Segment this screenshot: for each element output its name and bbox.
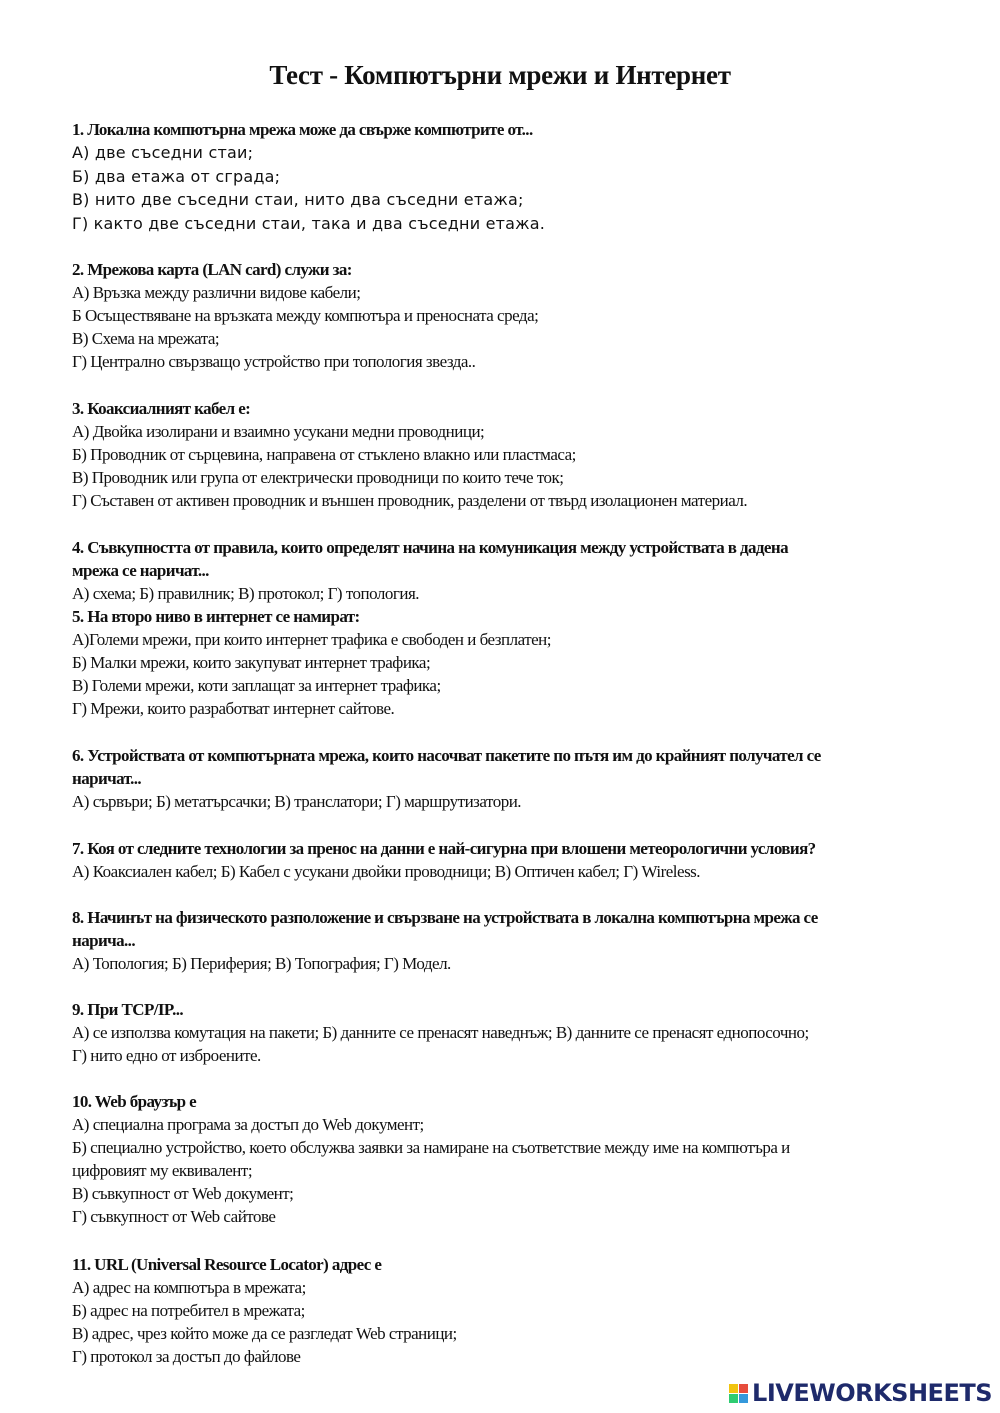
answer-option: А) сървъри; Б) метатърсачки; В) транслатори; Г) маршрутизатори. bbox=[72, 792, 522, 811]
answer-option: А) Топология; Б) Периферия; В) Топография; Г) Модел. bbox=[72, 954, 451, 973]
logo-square bbox=[729, 1394, 738, 1403]
question-text: 11. URL (Universal Resource Locator) адрес е bbox=[72, 1255, 382, 1274]
answer-option: А) се използва комутация на пакети; Б) данните се пренасят наведнъж; В) данните се пренасят еднопосочно; bbox=[72, 1023, 809, 1042]
logo-text: LIVEWORKSHEETS bbox=[752, 1379, 992, 1407]
question-7 bbox=[72, 837, 932, 883]
logo-square bbox=[729, 1384, 738, 1393]
question-text: нарича... bbox=[72, 931, 135, 950]
question-1 bbox=[72, 118, 932, 235]
question-text: 5. На второ ниво в интернет се намират: bbox=[72, 607, 360, 626]
answer-option: А) специална програма за достъп до Web документ; bbox=[72, 1115, 424, 1134]
question-text: 2. Мрежова карта (LAN card) служи за: bbox=[72, 260, 352, 279]
answer-option: Б) два етажа от сграда; bbox=[72, 166, 281, 186]
answer-option: В) адрес, чрез който може да се разгледат Web страници; bbox=[72, 1324, 457, 1343]
answer-option: А)Големи мрежи, при които интернет трафика е свободен и безплатен; bbox=[72, 630, 551, 649]
liveworksheets-logo[interactable] bbox=[729, 1379, 992, 1407]
answer-option: В) съвкупност от Web документ; bbox=[72, 1184, 294, 1203]
question-11 bbox=[72, 1253, 932, 1368]
answer-option: В) нито две съседни стаи, нито два съседни етажа; bbox=[72, 190, 524, 209]
answer-option: Б Осъществяване на връзката между компютъра и преносната среда; bbox=[72, 306, 539, 325]
question-text: 8. Начинът на физическото разположение и свързване на устройствата в локална компютърна мрежа се bbox=[72, 908, 818, 927]
question-6 bbox=[72, 744, 932, 813]
question-9 bbox=[72, 998, 932, 1067]
answer-option: Б) Проводник от сърцевина, направена от стъклено влакно или пластмаса; bbox=[72, 445, 576, 464]
answer-option: Г) Съставен от активен проводник и външен проводник, разделени от твърд изолационен материал. bbox=[72, 491, 748, 510]
answer-option: Б) специално устройство, което обслужва заявки за намиране на съответствие между име на компютъра и bbox=[72, 1138, 790, 1157]
logo-square bbox=[739, 1384, 748, 1393]
question-8 bbox=[72, 906, 932, 975]
answer-option: А) адрес на компютъра в мрежата; bbox=[72, 1278, 306, 1297]
answer-option: Г) Централно свързващо устройство при топология звезда.. bbox=[72, 352, 476, 371]
answer-option: А) Двойка изолирани и взаимно усукани медни проводници; bbox=[72, 422, 485, 441]
logo-icon bbox=[729, 1384, 748, 1403]
question-text: мрежа се наричат... bbox=[72, 561, 209, 580]
answer-option: А) Връзка между различни видове кабели; bbox=[72, 283, 361, 302]
answer-option: В) Големи мрежи, коти заплащат за интернет трафика; bbox=[72, 676, 441, 695]
question-text: 1. Локална компютърна мрежа може да свърже компютрите от... bbox=[72, 120, 533, 139]
answer-option: Г) протокол за достъп до файлове bbox=[72, 1347, 301, 1366]
answer-option: А) Коаксиален кабел; Б) Кабел с усукани двойки проводници; В) Оптичен кабел; Г) Wireless. bbox=[72, 862, 701, 881]
question-text: 4. Съвкупността от правила, които определят начина на комуникация между устройствата в дадена bbox=[72, 538, 788, 557]
answer-option: В) Схема на мрежата; bbox=[72, 329, 220, 348]
question-text: наричат... bbox=[72, 769, 142, 788]
page-title: Тест - Компютърни мрежи и Интернет bbox=[269, 60, 731, 90]
question-2 bbox=[72, 258, 932, 373]
answer-option: Б) Малки мрежи, които закупуват интернет трафика; bbox=[72, 653, 431, 672]
answer-option: А) схема; Б) правилник; В) протокол; Г) топология. bbox=[72, 584, 420, 603]
answer-option: Г) както две съседни стаи, така и два съседни етажа. bbox=[72, 213, 546, 233]
question-3 bbox=[72, 397, 932, 512]
question-text: 3. Коаксиалният кабел е: bbox=[72, 399, 251, 418]
answer-option: В) Проводник или група от електрически проводници по които тече ток; bbox=[72, 468, 564, 487]
question-5 bbox=[72, 605, 932, 720]
answer-option: цифровият му еквивалент; bbox=[72, 1161, 253, 1180]
question-4 bbox=[72, 536, 932, 605]
answer-option: Г) Мрежи, които разработват интернет сайтове. bbox=[72, 699, 395, 718]
answer-option: Г) съвкупност от Web сайтове bbox=[72, 1207, 276, 1226]
logo-square bbox=[739, 1394, 748, 1403]
question-text: 7. Коя от следните технологии за пренос на данни е най-сигурна при влошени метеорологични условия? bbox=[72, 839, 816, 858]
question-text: 6. Устройствата от компютърната мрежа, които насочват пакетите по пътя им до крайният получател се bbox=[72, 746, 821, 765]
question-10 bbox=[72, 1090, 932, 1228]
question-text: 9. При TCP/IP... bbox=[72, 1000, 184, 1019]
answer-option: Г) нито едно от изброените. bbox=[72, 1046, 261, 1065]
answer-option: Б) адрес на потребител в мрежата; bbox=[72, 1301, 305, 1320]
question-text: 10. Web браузър е bbox=[72, 1092, 197, 1111]
answer-option: А) две съседни стаи; bbox=[72, 143, 254, 162]
